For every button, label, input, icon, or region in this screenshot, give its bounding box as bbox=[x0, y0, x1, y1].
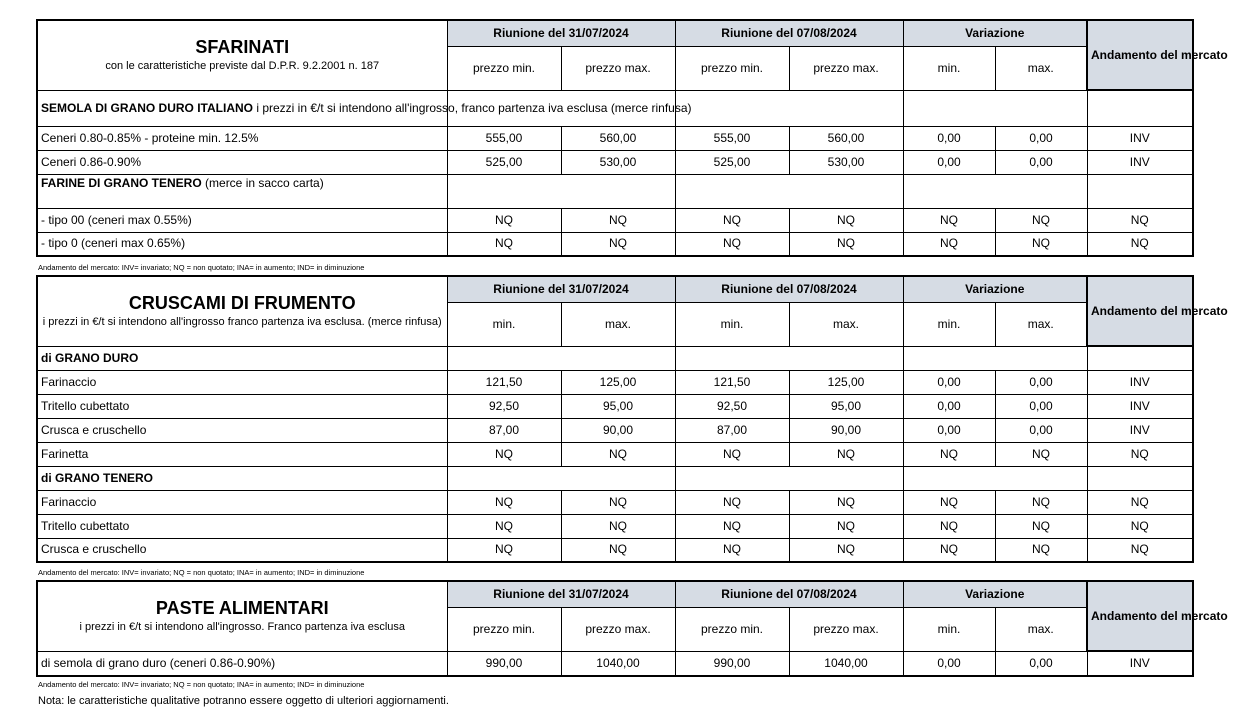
price-max-curr-cell: NQ bbox=[789, 232, 903, 256]
table-row bbox=[37, 490, 1193, 514]
price-min-curr-cell: 555,00 bbox=[675, 126, 789, 150]
price-min-curr-cell: NQ bbox=[675, 208, 789, 232]
paste-table bbox=[36, 580, 1228, 677]
market-trend-cell: NQ bbox=[1087, 538, 1193, 562]
row-label: Crusca e cruschello bbox=[37, 538, 447, 562]
paste-title-cell bbox=[37, 581, 447, 651]
price-min-curr-cell: 87,00 bbox=[675, 418, 789, 442]
sfarinati-rows-farine bbox=[37, 208, 1193, 256]
price-min-prev-cell: NQ bbox=[447, 208, 561, 232]
paste-var-min: min. bbox=[903, 607, 995, 651]
market-trend-cell: NQ bbox=[1087, 514, 1193, 538]
market-trend-cell: INV bbox=[1087, 394, 1193, 418]
market-trend-cell: INV bbox=[1087, 370, 1193, 394]
sfarinati-group-2: Riunione del 07/08/2024 bbox=[675, 20, 903, 46]
paste-subtitle: i prezzi in €/t si intendono all'ingrosso. Franco partenza iva esclusa bbox=[79, 621, 406, 634]
price-max-curr-cell: 125,00 bbox=[789, 370, 903, 394]
variation-min-cell: 0,00 bbox=[903, 370, 995, 394]
price-min-prev-cell: 87,00 bbox=[447, 418, 561, 442]
cruscami-group-2: Riunione del 07/08/2024 bbox=[675, 276, 903, 302]
cruscami-var-min: min. bbox=[903, 302, 995, 346]
price-min-curr-cell: NQ bbox=[675, 514, 789, 538]
sfarinati-section-farine bbox=[37, 174, 447, 208]
market-trend-cell: NQ bbox=[1087, 208, 1193, 232]
variation-max-cell: NQ bbox=[995, 442, 1087, 466]
paste-var-max: max. bbox=[995, 607, 1087, 651]
variation-max-cell: 0,00 bbox=[995, 394, 1087, 418]
price-min-curr-cell: NQ bbox=[675, 490, 789, 514]
row-label: di semola di grano duro (ceneri 0.86-0.90%) bbox=[37, 651, 447, 676]
price-max-curr-cell: 95,00 bbox=[789, 394, 903, 418]
cruscami-title: CRUSCAMI DI FRUMENTO bbox=[128, 293, 356, 314]
price-max-prev-cell: 95,00 bbox=[561, 394, 675, 418]
price-min-prev-cell: 990,00 bbox=[447, 651, 561, 676]
price-max-curr-cell: 1040,00 bbox=[789, 651, 903, 676]
footnote: Nota: le caratteristiche qualitative potranno essere oggetto di ulteriori aggiornamenti. bbox=[38, 695, 449, 707]
sfarinati-section-semola bbox=[37, 90, 692, 126]
section-rest: i prezzi in €/t si intendono all'ingrosso, franco partenza iva esclusa (merce rinfusa) bbox=[253, 100, 692, 115]
price-max-prev-cell: 125,00 bbox=[561, 370, 675, 394]
price-max-prev-cell: NQ bbox=[561, 490, 675, 514]
price-max-prev-cell: NQ bbox=[561, 232, 675, 256]
sfarinati-group-3: Variazione bbox=[903, 20, 1087, 46]
price-min-curr-cell: 92,50 bbox=[675, 394, 789, 418]
table-row bbox=[37, 514, 1193, 538]
cruscami-trend-header: Andamento del mercato bbox=[1087, 276, 1193, 346]
sfarinati-sub-max-1: prezzo max. bbox=[561, 46, 675, 90]
price-max-prev-cell: NQ bbox=[561, 538, 675, 562]
table-row bbox=[37, 442, 1193, 466]
market-trend-cell: NQ bbox=[1087, 442, 1193, 466]
price-max-curr-cell: NQ bbox=[789, 490, 903, 514]
cruscami-group-3: Variazione bbox=[903, 276, 1087, 302]
legend-note-3: Andamento del mercato: INV= invariato; NQ = non quotato; INA= in aumento; IND= in diminuzione bbox=[38, 680, 365, 689]
price-min-curr-cell: NQ bbox=[675, 442, 789, 466]
cruscami-sub-min-2: min. bbox=[675, 302, 789, 346]
cruscami-title-cell bbox=[37, 276, 447, 346]
price-max-curr-cell: 90,00 bbox=[789, 418, 903, 442]
price-max-curr-cell: NQ bbox=[789, 514, 903, 538]
price-min-curr-cell: 525,00 bbox=[675, 150, 789, 174]
variation-min-cell: NQ bbox=[903, 490, 995, 514]
cruscami-table bbox=[36, 275, 1228, 563]
price-max-prev-cell: NQ bbox=[561, 208, 675, 232]
cruscami-sub-max-2: max. bbox=[789, 302, 903, 346]
row-label: Farinaccio bbox=[37, 370, 447, 394]
section-rest: (merce in sacco carta) bbox=[201, 175, 324, 190]
table-row bbox=[37, 394, 1193, 418]
cruscami-section-tenero: di GRANO TENERO bbox=[37, 466, 447, 490]
price-max-curr-cell: NQ bbox=[789, 538, 903, 562]
table-row bbox=[37, 208, 1193, 232]
sfarinati-sub-min-1: prezzo min. bbox=[447, 46, 561, 90]
variation-min-cell: NQ bbox=[903, 538, 995, 562]
price-max-prev-cell: 530,00 bbox=[561, 150, 675, 174]
variation-max-cell: 0,00 bbox=[995, 418, 1087, 442]
price-min-curr-cell: 121,50 bbox=[675, 370, 789, 394]
table-row bbox=[37, 370, 1193, 394]
paste-sub-min-2: prezzo min. bbox=[675, 607, 789, 651]
cruscami-sub-max-1: max. bbox=[561, 302, 675, 346]
market-trend-cell: INV bbox=[1087, 418, 1193, 442]
row-label: Tritello cubettato bbox=[37, 514, 447, 538]
variation-max-cell: 0,00 bbox=[995, 370, 1087, 394]
sfarinati-title-cell bbox=[37, 20, 447, 90]
variation-max-cell: NQ bbox=[995, 232, 1087, 256]
paste-group-3: Variazione bbox=[903, 581, 1087, 607]
variation-min-cell: 0,00 bbox=[903, 150, 995, 174]
paste-title: PASTE ALIMENTARI bbox=[155, 598, 329, 619]
market-trend-cell: INV bbox=[1087, 126, 1193, 150]
sfarinati-var-min: min. bbox=[903, 46, 995, 90]
market-trend-cell: INV bbox=[1087, 651, 1193, 676]
price-max-curr-cell: NQ bbox=[789, 442, 903, 466]
paste-sub-min-1: prezzo min. bbox=[447, 607, 561, 651]
cruscami-sub-min-1: min. bbox=[447, 302, 561, 346]
paste-group-1: Riunione del 31/07/2024 bbox=[447, 581, 675, 607]
cruscami-section-duro: di GRANO DURO bbox=[37, 346, 447, 370]
variation-max-cell: NQ bbox=[995, 514, 1087, 538]
variation-min-cell: 0,00 bbox=[903, 126, 995, 150]
price-min-prev-cell: NQ bbox=[447, 538, 561, 562]
cruscami-group-1: Riunione del 31/07/2024 bbox=[447, 276, 675, 302]
section-bold: FARINE DI GRANO TENERO bbox=[41, 175, 202, 190]
section-bold: SEMOLA DI GRANO DURO ITALIANO bbox=[41, 100, 253, 115]
price-min-prev-cell: NQ bbox=[447, 490, 561, 514]
variation-min-cell: NQ bbox=[903, 514, 995, 538]
sfarinati-table bbox=[36, 19, 1228, 257]
variation-max-cell: NQ bbox=[995, 490, 1087, 514]
price-max-prev-cell: NQ bbox=[561, 442, 675, 466]
paste-group-2: Riunione del 07/08/2024 bbox=[675, 581, 903, 607]
price-max-curr-cell: 560,00 bbox=[789, 126, 903, 150]
variation-max-cell: 0,00 bbox=[995, 150, 1087, 174]
table-row bbox=[37, 150, 1193, 174]
market-trend-cell: NQ bbox=[1087, 232, 1193, 256]
table-row bbox=[37, 651, 1193, 676]
sfarinati-title: SFARINATI bbox=[195, 37, 290, 58]
variation-max-cell: NQ bbox=[995, 538, 1087, 562]
cruscami-rows-duro bbox=[37, 370, 1193, 466]
paste-sub-max-1: prezzo max. bbox=[561, 607, 675, 651]
price-min-prev-cell: 525,00 bbox=[447, 150, 561, 174]
variation-max-cell: NQ bbox=[995, 208, 1087, 232]
row-label: Tritello cubettato bbox=[37, 394, 447, 418]
paste-sub-max-2: prezzo max. bbox=[789, 607, 903, 651]
variation-min-cell: 0,00 bbox=[903, 394, 995, 418]
variation-min-cell: NQ bbox=[903, 232, 995, 256]
row-label: - tipo 0 (ceneri max 0.65%) bbox=[37, 232, 447, 256]
price-max-prev-cell: 560,00 bbox=[561, 126, 675, 150]
sfarinati-rows-semola bbox=[37, 126, 1193, 174]
table-row bbox=[37, 538, 1193, 562]
price-max-curr-cell: NQ bbox=[789, 208, 903, 232]
price-max-prev-cell: 1040,00 bbox=[561, 651, 675, 676]
price-min-curr-cell: 990,00 bbox=[675, 651, 789, 676]
price-min-prev-cell: 121,50 bbox=[447, 370, 561, 394]
table-row bbox=[37, 232, 1193, 256]
paste-trend-header: Andamento del mercato bbox=[1087, 581, 1193, 651]
price-min-prev-cell: NQ bbox=[447, 232, 561, 256]
price-min-prev-cell: NQ bbox=[447, 442, 561, 466]
market-trend-cell: NQ bbox=[1087, 490, 1193, 514]
variation-max-cell: 0,00 bbox=[995, 126, 1087, 150]
table-row bbox=[37, 418, 1193, 442]
price-min-prev-cell: 555,00 bbox=[447, 126, 561, 150]
legend-note-2: Andamento del mercato: INV= invariato; NQ = non quotato; INA= in aumento; IND= in diminuzione bbox=[38, 568, 365, 577]
cruscami-rows-tenero bbox=[37, 490, 1193, 562]
row-label: Farinaccio bbox=[37, 490, 447, 514]
price-min-curr-cell: NQ bbox=[675, 538, 789, 562]
variation-max-cell: 0,00 bbox=[995, 651, 1087, 676]
variation-min-cell: 0,00 bbox=[903, 418, 995, 442]
paste-rows bbox=[37, 651, 1193, 676]
row-label: Farinetta bbox=[37, 442, 447, 466]
variation-min-cell: NQ bbox=[903, 442, 995, 466]
market-trend-cell: INV bbox=[1087, 150, 1193, 174]
cruscami-var-max: max. bbox=[995, 302, 1087, 346]
legend-note-1: Andamento del mercato: INV= invariato; NQ = non quotato; INA= in aumento; IND= in diminuzione bbox=[38, 263, 365, 272]
price-max-curr-cell: 530,00 bbox=[789, 150, 903, 174]
variation-min-cell: 0,00 bbox=[903, 651, 995, 676]
sfarinati-var-max: max. bbox=[995, 46, 1087, 90]
sfarinati-sub-min-2: prezzo min. bbox=[675, 46, 789, 90]
sfarinati-subtitle: con le caratteristiche previste dal D.P.R. 9.2.2001 n. 187 bbox=[105, 60, 380, 73]
table-row bbox=[37, 126, 1193, 150]
row-label: Ceneri 0.86-0.90% bbox=[37, 150, 447, 174]
row-label: Crusca e cruschello bbox=[37, 418, 447, 442]
price-min-curr-cell: NQ bbox=[675, 232, 789, 256]
row-label: Ceneri 0.80-0.85% - proteine min. 12.5% bbox=[37, 126, 447, 150]
price-min-prev-cell: NQ bbox=[447, 514, 561, 538]
cruscami-subtitle: i prezzi in €/t si intendono all'ingrosso franco partenza iva esclusa. (merce rinfusa) bbox=[42, 316, 442, 329]
sfarinati-trend-header: Andamento del mercato bbox=[1087, 20, 1193, 90]
row-label: - tipo 00 (ceneri max 0.55%) bbox=[37, 208, 447, 232]
sfarinati-sub-max-2: prezzo max. bbox=[789, 46, 903, 90]
price-max-prev-cell: NQ bbox=[561, 514, 675, 538]
variation-min-cell: NQ bbox=[903, 208, 995, 232]
price-max-prev-cell: 90,00 bbox=[561, 418, 675, 442]
sfarinati-group-1: Riunione del 31/07/2024 bbox=[447, 20, 675, 46]
price-min-prev-cell: 92,50 bbox=[447, 394, 561, 418]
